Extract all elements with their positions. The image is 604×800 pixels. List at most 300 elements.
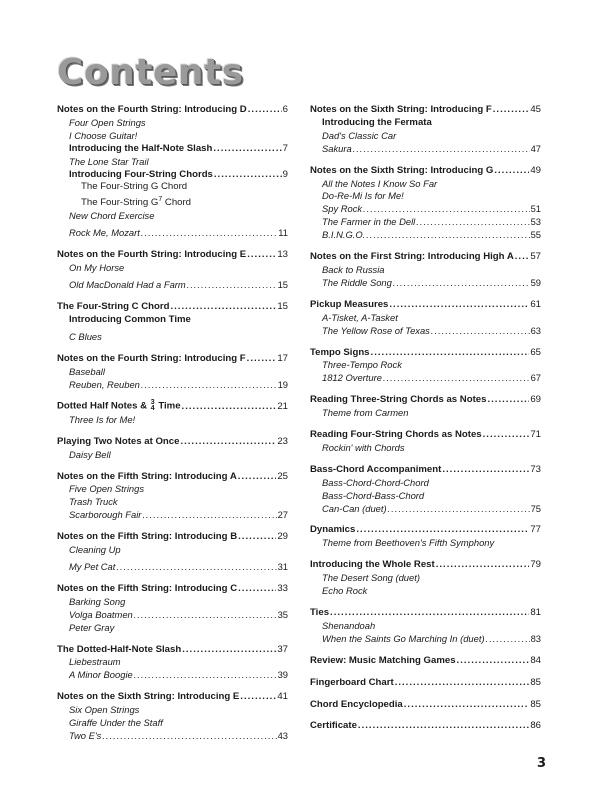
toc-heading-title [57,531,237,544]
toc-entry-title [322,372,382,385]
toc-heading[interactable] [57,301,288,314]
leader-dots [431,325,530,338]
toc-entry-text: Introducing the Fermata [322,116,432,128]
leader-dots [363,203,529,216]
toc-section [310,559,541,598]
toc-entry-title [69,156,149,169]
leader-dots [393,277,530,290]
toc-entry-text: The Four-String G [81,197,159,209]
toc-entry[interactable] [57,483,288,496]
toc-page-number: 75 [530,502,541,514]
toc-page-number: 49 [530,164,541,176]
toc-heading-text: The Four-String C Chord [57,300,170,312]
toc-entry-title [69,414,135,427]
toc-section [310,524,541,550]
toc-heading-title [310,429,482,442]
toc-heading[interactable] [310,104,541,117]
toc-section [57,353,288,392]
toc-entry-text: Three Is for Me! [69,413,136,425]
toc-entry-text: Bass-Chord-Bass-Chord [322,489,425,501]
toc-page-number: 11 [278,227,288,239]
toc-right-column [310,104,541,742]
toc-entry[interactable] [310,572,541,585]
toc-heading-title [310,524,355,537]
toc-entry-title [322,277,392,290]
toc-entry[interactable] [57,130,288,143]
toc-heading[interactable] [310,347,541,360]
toc-heading-title [57,691,239,704]
toc-entry-title [81,194,191,210]
toc-subheading[interactable] [57,314,288,327]
toc-heading-title [310,165,493,178]
toc-entry-text: Bass-Chord-Chord-Chord [322,476,429,488]
toc-section [57,436,288,462]
toc-entry[interactable] [310,477,541,490]
toc-heading-title [57,644,181,657]
toc-entry[interactable] [310,372,541,385]
leader-dots [356,524,529,537]
toc-subheading[interactable] [310,117,541,130]
toc-heading[interactable] [310,699,541,712]
toc-heading[interactable] [310,394,541,407]
toc-entry-text: The Desert Song (duet) [322,572,420,584]
leader-dots [238,583,276,596]
toc-heading[interactable] [57,644,288,657]
toc-entry-title [322,325,430,338]
toc-page-number: 61 [530,298,541,310]
toc-section [310,394,541,420]
leader-dots [416,216,529,229]
toc-entry[interactable] [57,544,288,557]
toc-entry-title [322,633,485,646]
leader-dots [134,669,277,682]
toc-entry-text: Scarborough Fair [69,509,142,521]
toc-heading-text: Pickup Measures [310,298,389,310]
leader-dots [214,169,282,182]
toc-heading-text: Notes on the Fifth String: Introducing A [57,470,237,482]
leader-dots [395,677,530,690]
toc-heading[interactable] [57,691,288,704]
toc-page-number: 59 [530,276,541,288]
toc-entry-text: The Riddle Song [322,276,392,288]
toc-heading[interactable] [310,655,541,668]
toc-entry-text: When the Saints Go Marching In (duet) [322,632,485,644]
toc-heading[interactable] [57,400,288,413]
toc-section [57,471,288,523]
toc-page-number: 43 [277,729,288,741]
toc-entry-title [322,442,405,455]
toc-page-number: 6 [282,104,288,115]
leader-dots [102,730,276,743]
toc-heading-text: Notes on the Sixth String: Introducing E [57,691,240,703]
toc-heading[interactable] [310,299,541,312]
toc-entry[interactable] [310,620,541,633]
toc-entry-text: A-Tisket, A-Tasket [322,311,398,323]
toc-heading-text: Fingerboard Chart [310,676,394,688]
toc-page-number: 17 [277,352,288,364]
leader-dots [238,531,276,544]
toc-heading-title [310,559,435,572]
toc-entry[interactable] [57,496,288,509]
toc-entry-text: My Pet Cat [69,561,116,572]
toc-entry-title [322,490,424,503]
toc-entry[interactable] [310,325,541,338]
leader-dots [353,143,530,156]
toc-entry-title [322,407,408,420]
toc-entry-text: Reuben, Reuben [69,378,140,390]
toc-heading[interactable] [57,583,288,596]
toc-entry[interactable] [57,262,288,275]
toc-heading[interactable] [310,559,541,572]
toc-entry-title [69,210,154,223]
toc-entry-text: Cleaning Up [69,544,121,556]
toc-page-number: 25 [277,470,288,482]
toc-entry-text: Volga Boatmen [69,608,133,620]
toc-heading-title [310,347,370,360]
toc-section [57,249,288,292]
leader-dots [141,379,277,392]
toc-entry[interactable] [57,596,288,609]
toc-section [310,464,541,516]
toc-section [310,347,541,386]
toc-heading-text: Notes on the Fifth String: Introducing C [57,582,238,594]
toc-section [310,655,541,668]
toc-entry-text: Echo Rock [322,585,368,597]
leader-dots [358,720,529,733]
toc-heading-text: The Dotted-Half-Note Slash [57,643,182,655]
leader-dots [240,691,276,704]
toc-entry-title [69,331,102,344]
toc-entry-title [322,143,352,156]
toc-heading-text: Playing Two Notes at Once [57,435,180,447]
toc-entry-text: I Choose Guitar! [69,129,138,141]
leader-dots [436,559,530,572]
toc-heading-title [310,655,456,668]
toc-entry-title [69,496,118,509]
toc-page-number: 37 [277,643,288,655]
toc-entry[interactable] [57,117,288,130]
toc-entry-text: All the Notes I Know So Far [322,177,438,189]
toc-entry[interactable] [310,407,541,420]
leader-dots [366,229,529,242]
toc-section [310,677,541,690]
toc-entry-text: Back to Russia [322,263,385,275]
toc-page-number: 33 [277,582,288,594]
toc-entry-title [322,117,432,130]
toc-heading[interactable] [310,720,541,733]
toc-entry-title [69,509,141,522]
toc-heading-text: Tempo Signs [310,346,370,358]
toc-entry-title [69,143,212,156]
toc-entry-title [322,203,362,216]
toc-entry-title [322,190,404,203]
page-number: 3 [536,756,546,771]
toc-heading-title [57,583,237,596]
toc-page-number: 13 [277,249,288,261]
toc-page-number: 7 [282,142,288,154]
toc-page-number: 63 [530,324,541,336]
toc-heading[interactable] [310,677,541,690]
leader-dots [141,227,277,240]
toc-section [57,104,288,240]
toc-entry[interactable] [57,210,288,223]
toc-entry-text: Can-Can (duet) [322,502,387,514]
leader-dots [494,165,529,178]
leader-dots [330,607,529,620]
toc-entry[interactable] [57,704,288,717]
toc-page-number: 51 [530,203,541,215]
toc-section [310,165,541,242]
toc-entry-text: Introducing the Half-Note Slash [69,142,213,154]
toc-left-column [57,104,288,752]
toc-entry[interactable] [57,656,288,669]
leader-dots [457,655,530,668]
toc-entry-text: Five Open Strings [69,483,145,495]
toc-heading-text: Notes on the Fourth String: Introducing E [57,249,247,261]
toc-entry-title [322,312,398,325]
toc-entry-title [322,572,420,585]
toc-entry[interactable] [310,178,541,191]
leader-dots [182,644,276,657]
leader-dots [487,394,529,407]
toc-entry-text: Rock Me, Mozart [69,227,140,239]
toc-entry-text: Liebestraum [69,656,121,668]
toc-heading[interactable] [310,165,541,178]
toc-entry[interactable] [57,181,288,194]
toc-entry[interactable] [310,203,541,216]
toc-entry-title [322,585,367,598]
toc-heading[interactable] [57,436,288,449]
toc-entry-title [322,477,429,490]
toc-entry-title [322,216,415,229]
toc-page-number: 15 [277,300,288,312]
toc-heading-text: Introducing the Whole Rest [310,559,435,571]
toc-entry-text: On My Horse [69,262,125,274]
toc-page-number: 31 [277,561,288,572]
toc-entry[interactable] [310,585,541,598]
toc-entry[interactable] [57,366,288,379]
toc-entry[interactable] [57,194,288,210]
toc-entry-text: The Four-String G Chord [81,181,188,193]
toc-section [57,301,288,344]
toc-entry-text: The Yellow Rose of Texas [322,324,430,336]
toc-page-number: 41 [277,691,288,703]
leader-dots [248,104,282,117]
toc-entry[interactable] [310,143,541,156]
leader-dots [247,353,277,366]
toc-heading-title [57,400,181,413]
toc-entry[interactable] [310,130,541,143]
toc-page-number: 57 [530,251,541,263]
toc-entry-text: Spy Rock [322,203,363,215]
toc-entry-text: A Minor Boogie [69,669,133,681]
leader-dots [142,509,276,522]
toc-entry[interactable] [310,537,541,550]
leader-dots [388,503,530,516]
toc-entry[interactable] [57,449,288,462]
toc-entry[interactable] [310,216,541,229]
toc-heading-text: Ties [310,607,330,618]
toc-page-number: 85 [530,676,541,688]
toc-entry[interactable] [57,669,288,682]
toc-heading[interactable] [57,249,288,262]
toc-entry-text: C Blues [69,330,102,342]
toc-section [310,104,541,156]
toc-entry[interactable] [310,633,541,646]
superscript: 7 [158,196,163,204]
toc-page-number: 71 [530,429,541,441]
toc-page-number: 35 [277,608,288,620]
toc-heading[interactable] [57,104,288,117]
toc-page-number: 67 [530,372,541,384]
toc-entry-title [69,730,101,743]
toc-section [310,299,541,338]
toc-entry-text: Six Open Strings [69,704,140,716]
toc-entry-title [322,359,402,372]
toc-entry-title [69,622,114,635]
toc-entry[interactable] [310,442,541,455]
toc-entry-text: Barking Song [69,595,126,607]
toc-section [310,251,541,290]
toc-heading-text: Notes on the Sixth String: Introducing F [310,104,492,115]
leader-dots [371,347,530,360]
toc-entry-text: Shenandoah [322,619,376,631]
leader-dots [116,561,276,574]
toc-entry-title [69,669,133,682]
toc-page-number: 69 [530,394,541,406]
toc-entry[interactable] [57,279,288,292]
leader-dots [442,464,529,477]
toc-heading-title [57,301,169,314]
toc-page-number: 29 [277,531,288,543]
toc-heading[interactable] [57,531,288,544]
toc-heading-text: Reading Three-String Chords as Notes [310,394,487,406]
toc-entry[interactable] [310,503,541,516]
toc-page-number: 23 [277,435,288,447]
toc-entry[interactable] [57,379,288,392]
toc-entry-title [69,449,111,462]
leader-dots [180,436,276,449]
toc-entry-title [69,117,146,130]
toc-entry-title [69,279,186,292]
toc-page-number: 47 [530,142,541,154]
toc-page-number: 84 [530,654,541,666]
toc-page-number: 19 [277,378,288,390]
toc-section [310,720,541,733]
toc-entry-title [69,379,140,392]
toc-entry-text: Introducing Common Time [69,313,191,325]
toc-heading[interactable] [57,353,288,366]
leader-dots [383,372,530,385]
toc-entry-text: 1812 Overture [322,372,382,384]
toc-entry-text: Theme from Carmen [322,407,409,419]
toc-page-number: 9 [282,168,288,180]
toc-entry-text: New Chord Exercise [69,210,155,222]
toc-entry-text: Baseball [69,365,105,377]
toc-heading[interactable] [310,524,541,537]
toc-heading-text: Dotted Half Notes & [57,400,150,412]
toc-entry[interactable] [57,509,288,522]
toc-entry[interactable] [57,227,288,240]
toc-page-number: 53 [530,216,541,228]
toc-entry-text: B.I.N.G.O. [322,229,366,241]
toc-entry[interactable] [57,622,288,635]
toc-heading-text: Reading Four-String Chords as Notes [310,429,482,441]
toc-entry[interactable] [57,717,288,730]
toc-entry-text: Three-Tempo Rock [322,359,402,371]
toc-heading-title [310,607,329,620]
leader-dots [182,401,277,414]
toc-subheading[interactable] [57,143,288,156]
toc-section [57,691,288,743]
toc-entry-title [69,544,121,557]
toc-heading-text-after: Time [155,400,181,412]
toc-page-number: 85 [530,698,541,710]
toc-entry-text: Introducing Four-String Chords [69,168,213,180]
toc-entry-text: Old MacDonald Had a Farm [69,279,186,291]
toc-section [310,699,541,712]
toc-heading-title [310,251,514,264]
toc-page-number: 86 [530,720,541,732]
toc-page-number: 81 [530,607,541,618]
toc-entry[interactable] [310,190,541,203]
toc-entry[interactable] [57,561,288,574]
toc-heading-title [310,464,441,477]
toc-heading[interactable] [310,607,541,620]
toc-entry-title [69,704,139,717]
toc-entry-title [69,130,137,143]
toc-entry[interactable] [57,331,288,344]
toc-heading-text: Notes on the Fifth String: Introducing B [57,531,238,543]
toc-subheading[interactable] [57,169,288,182]
toc-heading-text: Dynamics [310,524,356,536]
toc-section [310,607,541,646]
toc-entry[interactable] [57,156,288,169]
toc-entry[interactable] [57,609,288,622]
toc-heading[interactable] [310,251,541,264]
toc-heading[interactable] [310,429,541,442]
toc-entry-title [81,181,187,194]
toc-entry-title [322,130,396,143]
toc-entry[interactable] [310,229,541,242]
toc-heading[interactable] [310,464,541,477]
toc-page-number: 55 [530,229,541,241]
leader-dots [134,609,277,622]
toc-entry-text: Giraffe Under the Staff [69,717,163,729]
toc-entry[interactable] [310,312,541,325]
toc-entry[interactable] [57,730,288,743]
toc-page-number: 27 [277,509,288,521]
toc-entry-text: The Lone Star Trail [69,155,149,167]
toc-entry[interactable] [310,277,541,290]
toc-heading-title [57,353,246,366]
leader-dots [483,429,530,442]
toc-entry-title [69,262,124,275]
toc-section [57,583,288,635]
toc-entry-title [69,366,105,379]
toc-entry-text: Do-Re-Mi Is for Me! [322,190,404,202]
toc-entry[interactable] [57,414,288,427]
leader-dots [213,143,281,156]
toc-entry-title [69,596,125,609]
toc-heading-text: Certificate [310,720,357,732]
toc-heading[interactable] [57,471,288,484]
toc-page-number: 15 [277,279,288,291]
toc-entry[interactable] [310,490,541,503]
leader-dots [389,299,529,312]
toc-entry[interactable] [310,359,541,372]
toc-entry[interactable] [310,264,541,277]
